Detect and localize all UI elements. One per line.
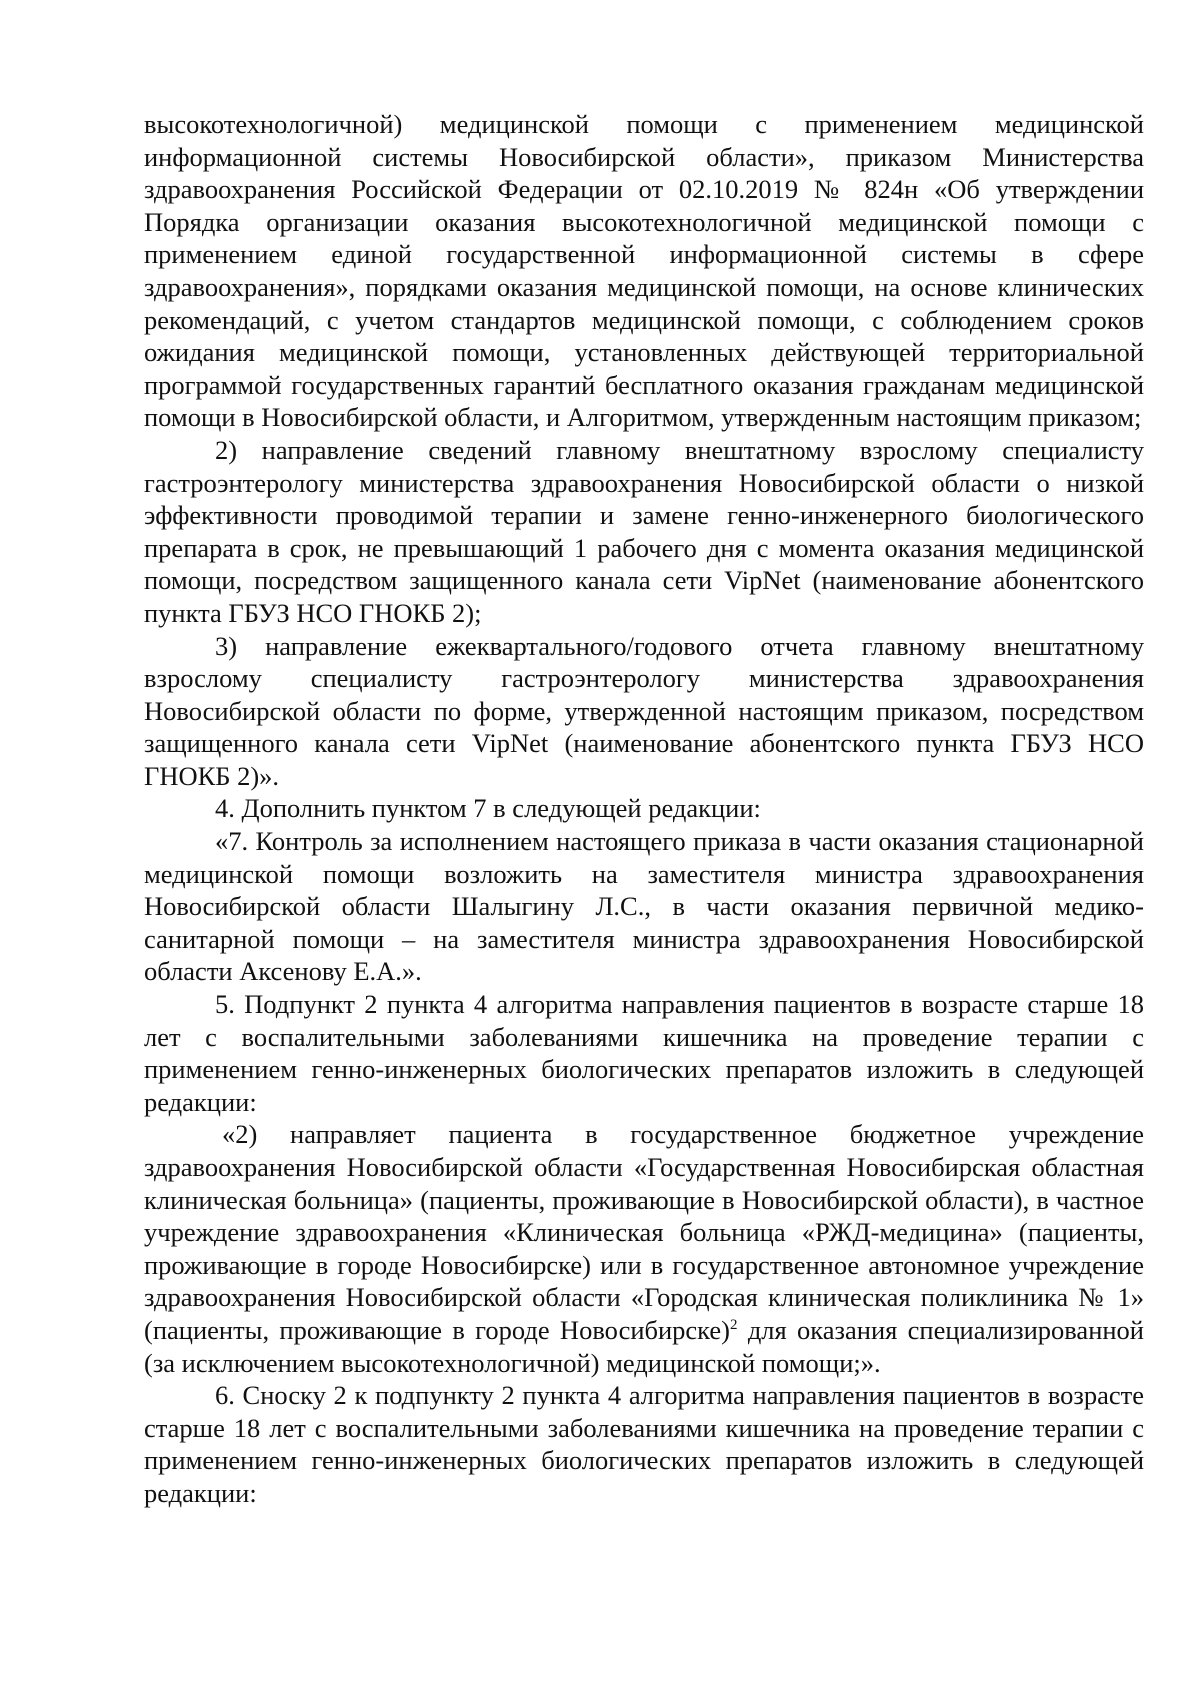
footnote-mark: 2 bbox=[730, 1317, 738, 1334]
paragraph-clause-7-quote: «7. Контроль за исполнением настоящего приказа в части оказания стационарной медицинской помощи возложить на заместителя министра здравоохранения Новосибирской области Шалыгину Л.С., в части оказания первичной медико-санитарной помощи – на заместителя министра здравоохранения Новосибирской области Аксенову Е.А.». bbox=[144, 826, 1144, 987]
paragraph-clause-4: 4. Дополнить пунктом 7 в следующей редакции: bbox=[215, 793, 761, 824]
paragraph-clause-6: 6. Сноску 2 к подпункту 2 пункта 4 алгоритма направления пациентов в возрасте старше 18 лет с воспалительными заболеваниями кишечника на проведение терапии с применением генно-инженерных биологических препаратов изложить в следующей редакции: bbox=[144, 1380, 1144, 1508]
paragraph-continuation: высокотехнологичной) медицинской помощи с применением медицинской информационной системы Новосибирской области», приказом Министерства здравоохранения Российской Федерации от 02.10.2019 № 824н «Об утверждении Порядка организации оказания высокотехнологичной медицинской помощи с применением единой государственной информационной системы в сфере здравоохранения», порядками оказания медицинской помощи, на основе клинических рекомендаций, с учетом стандартов медицинской помощи, с соблюдением сроков ожидания медицинской помощи, установленных действующей территориальной программой государственных гарантий бесплатного оказания гражданам медицинской помощи в Новосибирской области, и Алгоритмом, утвержденным настоящим приказом; bbox=[144, 109, 1144, 433]
paragraph-subclause-2-text: «2) направляет пациента в государственное бюджетное учреждение здравоохранения Новосибирской области «Государственная Новосибирская областная клиническая больница» (пациенты, проживающие в Новосибирской области), в частное учреждение здравоохранения «Клиническая больница «РЖД-медицина» (пациенты, проживающие в городе Новосибирске) или в государственное автономное учреждение здравоохранения Новосибирской области «Городская клиническая поликлиника № 1» (пациенты, проживающие в городе Новосибирске) bbox=[144, 1119, 1144, 1345]
paragraph-subclause-2-tail: для оказания специализированной (за исключением высокотехнологичной) медицинской помощи;». bbox=[144, 1314, 1144, 1378]
paragraph-subclause-2-quote bbox=[144, 1118, 1144, 1379]
document-page bbox=[144, 108, 1144, 1510]
paragraph-clause-5: 5. Подпункт 2 пункта 4 алгоритма направления пациентов в возрасте старше 18 лет с воспалительными заболеваниями кишечника на проведение терапии с применением генно-инженерных биологических препаратов изложить в следующей редакции: bbox=[144, 989, 1144, 1117]
paragraph-item-2: 2) направление сведений главному внештатному взрослому специалисту гастроэнтерологу министерства здравоохранения Новосибирской области о низкой эффективности проводимой терапии и замене генно-инженерного биологического препарата в срок, не превышающий 1 рабочего дня с момента оказания медицинской помощи, посредством защищенного канала сети VipNet (наименование абонентского пункта ГБУЗ НСО ГНОКБ 2); bbox=[144, 434, 1144, 628]
paragraph-item-3: 3) направление ежеквартального/годового отчета главному внештатному взрослому специалисту гастроэнтерологу министерства здравоохранения Новосибирской области по форме, утвержденной настоящим приказом, посредством защищенного канала сети VipNet (наименование абонентского пункта ГБУЗ НСО ГНОКБ 2)». bbox=[144, 630, 1144, 791]
